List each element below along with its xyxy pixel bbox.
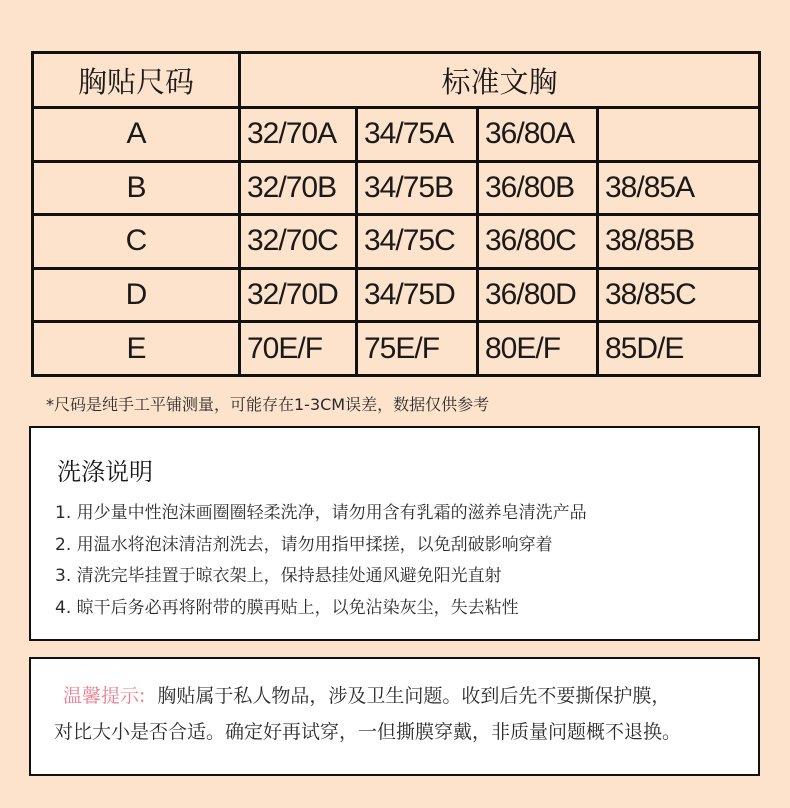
bra-size-cell: 80E/F [478, 322, 598, 376]
list-item: 4. 晾干后务必再将附带的膜再贴上，以免沾染灰尘，失去粘性 [55, 597, 519, 618]
table-row [33, 215, 760, 269]
tip-text-1: 胸贴属于私人物品，涉及卫生问题。收到后先不要撕保护膜， [157, 685, 671, 707]
warm-tip-box [29, 657, 760, 776]
bra-size-cell: 38/85C [598, 268, 760, 322]
tip-label: 温馨提示: [63, 685, 146, 707]
table-row [33, 161, 760, 215]
bra-size-cell [598, 108, 760, 162]
bra-size-cell: 34/75C [357, 215, 478, 269]
bra-size-cell: 75E/F [357, 322, 478, 376]
list-item: 1. 用少量中性泡沫画圈圈轻柔洗净，请勿用含有乳霜的滋养皂清洗产品 [55, 503, 587, 523]
measurement-note: *尺码是纯手工平铺测量，可能存在1-3CM误差，数据仅供参考 [46, 395, 490, 414]
table-header-row [33, 53, 760, 108]
bra-size-cell: 36/80C [478, 215, 598, 269]
bra-size-cell: 32/70C [240, 215, 357, 269]
table-row [33, 322, 760, 376]
bra-size-cell: 32/70A [240, 108, 357, 162]
bra-size-cell: 36/80A [478, 108, 598, 162]
cup-size-cell: C [33, 215, 240, 269]
bra-size-cell: 38/85A [598, 161, 760, 215]
washing-list [55, 498, 587, 624]
bra-size-cell: 36/80B [478, 161, 598, 215]
tip-line-2: 对比大小是否合适。确定好再试穿，一但撕膜穿戴，非质量问题概不退换。 [54, 721, 682, 743]
cup-size-cell: A [33, 108, 240, 162]
bra-size-cell: 36/80D [478, 268, 598, 322]
list-item: 2. 用温水将泡沫清洁剂洗去，请勿用指甲揉搓，以免刮破影响穿着 [55, 534, 553, 555]
header-nipple-cover-size: 胸贴尺码 [33, 53, 240, 108]
tip-line-1 [63, 681, 670, 708]
table-row [33, 108, 760, 162]
bra-size-cell: 32/70B [240, 161, 357, 215]
bra-size-cell: 85D/E [598, 322, 760, 376]
cup-size-cell: E [33, 322, 240, 376]
header-standard-bra: 标准文胸 [240, 53, 760, 108]
bra-size-cell: 38/85B [598, 215, 760, 269]
list-item: 3. 清洗完毕挂置于晾衣架上，保持悬挂处通风避免阳光直射 [55, 566, 502, 586]
bra-size-cell: 32/70D [240, 268, 357, 322]
bra-size-cell: 34/75D [357, 268, 478, 322]
cup-size-cell: B [33, 161, 240, 215]
size-chart-table [31, 51, 761, 377]
bra-size-cell: 34/75B [357, 161, 478, 215]
table-row [33, 268, 760, 322]
washing-title: 洗涤说明 [57, 458, 153, 486]
bra-size-cell: 34/75A [357, 108, 478, 162]
bra-size-cell: 70E/F [240, 322, 357, 376]
cup-size-cell: D [33, 268, 240, 322]
washing-instructions-box [29, 426, 760, 641]
